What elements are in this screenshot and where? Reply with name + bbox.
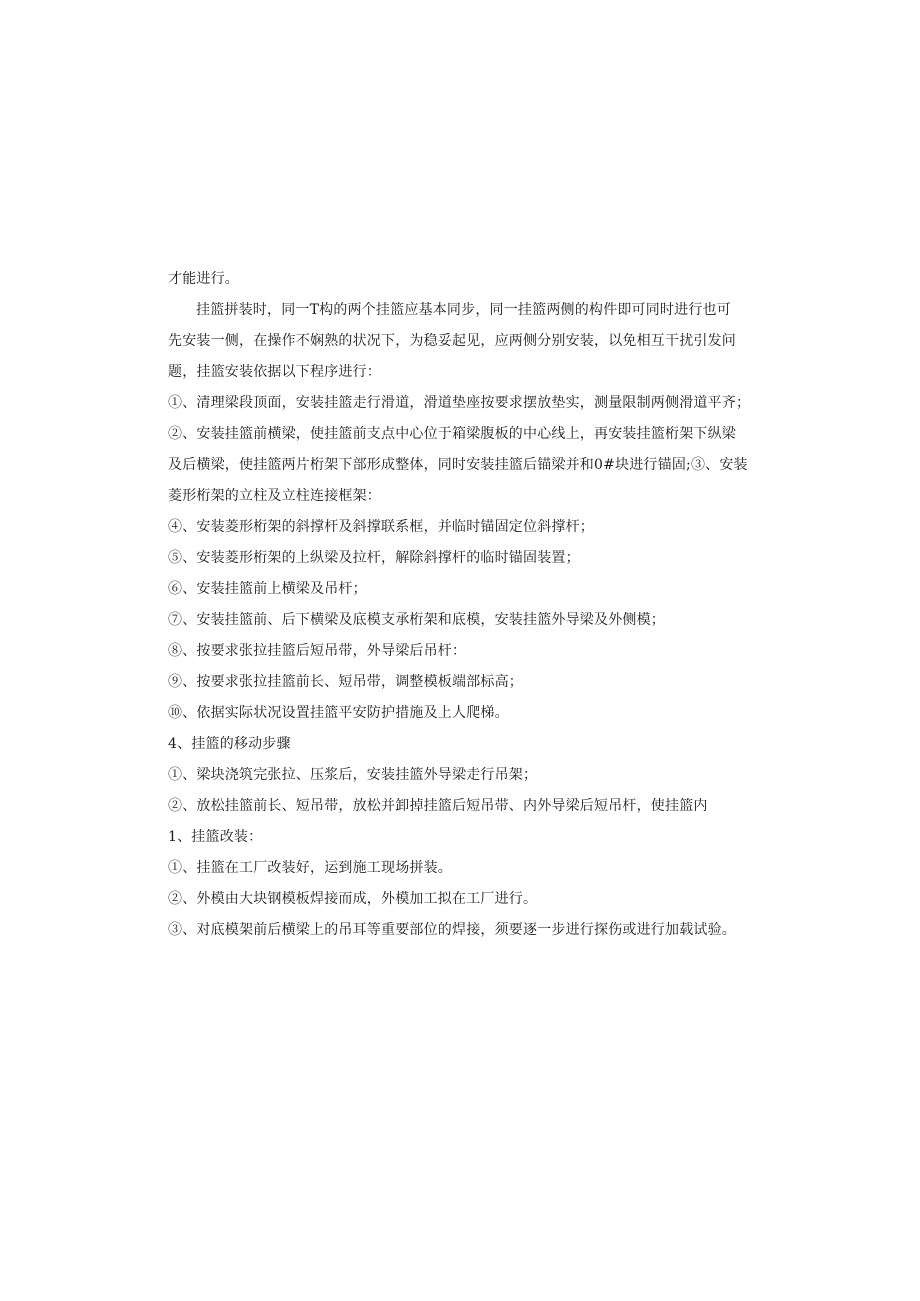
step-item: ⑥、安装挂篮前上横梁及吊杆； bbox=[168, 581, 367, 597]
step-item: ②、放松挂篮前长、短吊带，放松并卸掉挂篮后短吊带、内外导梁后短吊杆，使挂篮内 bbox=[168, 798, 708, 814]
step-item: ①、挂篮在工厂改装好，运到施工现场拼装。 bbox=[168, 860, 452, 876]
step-item-continuation: 及后横梁，使挂篮两片桁架下部形成整体，同时安装挂篮后锚梁并和0#块进行锚固;③、安装 bbox=[168, 457, 748, 473]
step-item-continuation: 菱形桁架的立柱及立柱连接框架： bbox=[168, 488, 381, 504]
step-item: ⑨、按要求张拉挂篮前长、短吊带，调整模板端部标高； bbox=[168, 674, 523, 690]
step-item: ⑦、安装挂篮前、后下横梁及底模支承桁架和底模，安装挂篮外导梁及外侧模； bbox=[168, 612, 665, 628]
step-item: ③、对底模架前后横梁上的吊耳等重要部位的焊接，须要逐一步进行探伤或进行加载试验。 bbox=[168, 922, 736, 938]
text-line: 才能进行。 bbox=[168, 271, 239, 287]
section-heading: 4、挂篮的移动步骤 bbox=[168, 736, 291, 752]
step-item: ①、梁块浇筑完张拉、压浆后，安装挂篮外导梁走行吊架； bbox=[168, 767, 538, 783]
document-body bbox=[168, 264, 768, 946]
step-item: ⑩、依据实际状况设置挂篮平安防护措施及上人爬梯。 bbox=[168, 705, 509, 721]
step-item: ⑧、按要求张拉挂篮后短吊带，外导梁后吊杆： bbox=[168, 643, 467, 659]
step-item: ②、安装挂篮前横梁，使挂篮前支点中心位于箱梁腹板的中心线上，再安装挂篮桁架下纵梁 bbox=[168, 426, 736, 442]
step-item: ⑤、安装菱形桁架的上纵梁及拉杆，解除斜撑杆的临时锚固装置； bbox=[168, 550, 580, 566]
step-item: ④、安装菱形桁架的斜撑杆及斜撑联系框，并临时锚固定位斜撑杆； bbox=[168, 519, 594, 535]
text-line: 题，挂篮安装依据以下程序进行： bbox=[168, 364, 381, 380]
section-heading: 1、挂篮改装： bbox=[168, 829, 263, 845]
step-item: ②、外模由大块钢模板焊接而成，外模加工拟在工厂进行。 bbox=[168, 891, 538, 907]
paragraph-first-line: 挂篮拼装时，同一T构的两个挂篮应基本同步，同一挂篮两侧的构件即可同时进行也可 bbox=[196, 302, 731, 318]
step-item: ①、清理梁段顶面，安装挂篮走行滑道，滑道垫座按要求摆放垫实，测量限制两侧滑道平齐； bbox=[168, 395, 751, 411]
text-line: 先安装一侧，在操作不娴熟的状况下，为稳妥起见，应两侧分别安装，以免相互干扰引发问 bbox=[168, 333, 736, 349]
